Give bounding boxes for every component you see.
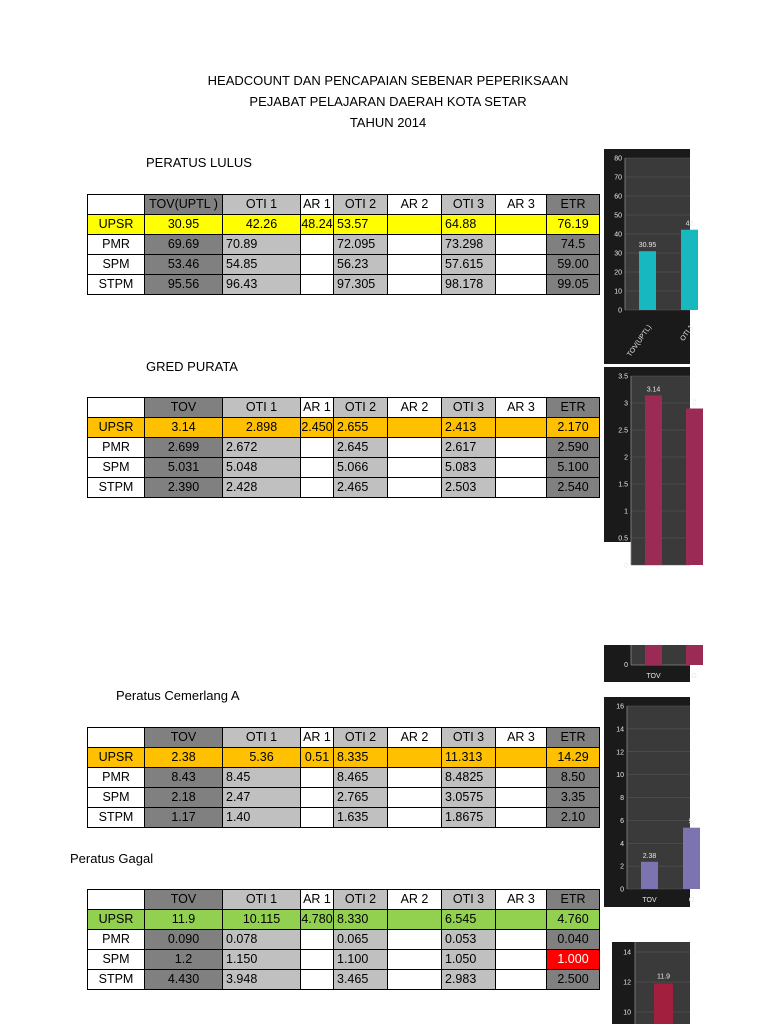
row-label: PMR	[88, 235, 145, 255]
table-cell: 2.428	[223, 478, 301, 498]
table-cell	[496, 788, 547, 808]
row-label: STPM	[88, 808, 145, 828]
table-cell: 2.983	[442, 970, 496, 990]
y-tick-label: 3	[624, 400, 628, 408]
table-cell: 2.590	[547, 438, 600, 458]
table-cell: 5.100	[547, 458, 600, 478]
report-subtitle: PEJABAT PELAJARAN DAERAH KOTA SETAR	[249, 94, 527, 109]
data-label: 2	[692, 399, 697, 407]
table-cell: 8.50	[547, 768, 600, 788]
table-row	[88, 950, 600, 970]
y-tick-label: 4	[620, 840, 624, 848]
y-tick-label: 60	[614, 193, 622, 201]
table-cell	[496, 808, 547, 828]
table-cell: 4.760	[547, 910, 600, 930]
bar	[686, 409, 703, 565]
table-cell: 3.465	[334, 970, 388, 990]
table-cell	[496, 458, 547, 478]
table-row	[88, 478, 600, 498]
column-header: AR 3	[496, 398, 547, 418]
data-label: 5.	[688, 818, 695, 826]
table-cell: 0.065	[334, 930, 388, 950]
table-cell	[388, 748, 442, 768]
table-cell: 1.635	[334, 808, 388, 828]
row-label: STPM	[88, 970, 145, 990]
table-cell: 3.14	[145, 418, 223, 438]
table-cell	[388, 478, 442, 498]
table-row	[88, 930, 600, 950]
table-cell	[388, 438, 442, 458]
table-cell: 2.617	[442, 438, 496, 458]
section-title-cemerlang: Peratus Cemerlang A	[116, 688, 240, 703]
table-cell	[301, 808, 334, 828]
table-cell	[496, 275, 547, 295]
column-header: OTI 2	[334, 195, 388, 215]
table-cell	[496, 748, 547, 768]
chart-cemerlang	[604, 697, 695, 907]
column-header: OTI 2	[334, 398, 388, 418]
table-cell	[496, 970, 547, 990]
table-cell: 0.053	[442, 930, 496, 950]
row-label: UPSR	[88, 748, 145, 768]
column-header: TOV	[145, 398, 223, 418]
y-tick-label: 80	[614, 155, 622, 163]
table-gred-purata	[87, 397, 600, 498]
row-label: UPSR	[88, 910, 145, 930]
column-header: AR 1	[301, 728, 334, 748]
chart-gred-purata-base	[604, 645, 697, 682]
table-cell: 11.9	[145, 910, 223, 930]
column-header: AR 2	[388, 195, 442, 215]
bar	[683, 828, 700, 889]
table-row	[88, 215, 600, 235]
y-tick-label: 10	[623, 1009, 631, 1017]
table-cell	[301, 970, 334, 990]
table-cell: 76.19	[547, 215, 600, 235]
chart-gred-purata-base-svg	[604, 645, 697, 682]
table-cemerlang	[87, 727, 600, 828]
data-label: 11.9	[656, 973, 671, 981]
column-header: ETR	[547, 890, 600, 910]
table-cell: 5.066	[334, 458, 388, 478]
table-cell: 8.330	[334, 910, 388, 930]
column-header: OTI 2	[334, 890, 388, 910]
row-label: PMR	[88, 930, 145, 950]
table-cell: 4.430	[145, 970, 223, 990]
y-tick-label: 8	[620, 795, 624, 802]
column-header: TOV	[145, 890, 223, 910]
table-row	[88, 788, 600, 808]
table-cell: 1.150	[223, 950, 301, 970]
table-cell: 0.090	[145, 930, 223, 950]
column-header: AR 3	[496, 890, 547, 910]
table-cell: 8.45	[223, 768, 301, 788]
table-cell	[388, 788, 442, 808]
table-cell: 2.390	[145, 478, 223, 498]
table-cell: 95.56	[145, 275, 223, 295]
report-title: HEADCOUNT DAN PENCAPAIAN SEBENAR PEPERIKSAAN	[207, 73, 569, 88]
table-cell: 1.050	[442, 950, 496, 970]
table-cell: 8.43	[145, 768, 223, 788]
y-tick-label: 0.5	[618, 535, 628, 543]
table-cell: 10.115	[223, 910, 301, 930]
row-label: STPM	[88, 275, 145, 295]
table-cell: 8.465	[334, 768, 388, 788]
x-tick-label: TOV	[642, 897, 657, 904]
table-row	[88, 808, 600, 828]
column-header: AR 1	[301, 195, 334, 215]
table-cell: 2.500	[547, 970, 600, 990]
table-cell	[496, 768, 547, 788]
table-cell	[496, 950, 547, 970]
table-cell	[301, 438, 334, 458]
table-cell: 1.8675	[442, 808, 496, 828]
table-header-row	[88, 398, 600, 418]
table-cell	[388, 930, 442, 950]
table-cell: 2.765	[334, 788, 388, 808]
table-row	[88, 438, 600, 458]
table-row	[88, 235, 600, 255]
y-tick-label: 10	[616, 772, 624, 780]
column-header: AR 1	[301, 890, 334, 910]
table-cell: 48.24	[301, 215, 334, 235]
y-tick-label: 70	[614, 174, 622, 182]
table-header-row	[88, 195, 600, 215]
table-row	[88, 255, 600, 275]
column-header: AR 3	[496, 728, 547, 748]
section-title-peratus-lulus: PERATUS LULUS	[146, 155, 252, 170]
column-header: TOV	[145, 728, 223, 748]
row-label: UPSR	[88, 215, 145, 235]
table-cell	[301, 255, 334, 275]
table-cell: 2.672	[223, 438, 301, 458]
table-cell: 5.031	[145, 458, 223, 478]
table-cell: 2.450	[301, 418, 334, 438]
table-cell	[496, 215, 547, 235]
table-cell: 3.0575	[442, 788, 496, 808]
bar	[654, 984, 673, 1024]
y-tick-label: 1	[624, 508, 628, 516]
table-row	[88, 418, 600, 438]
table-cell: 1.100	[334, 950, 388, 970]
table-cell: 2.10	[547, 808, 600, 828]
row-label: SPM	[88, 950, 145, 970]
x-tick-label: TOV(UPTL)	[626, 324, 654, 359]
table-cell	[301, 275, 334, 295]
table-cell: 96.43	[223, 275, 301, 295]
table-cell: 54.85	[223, 255, 301, 275]
table-cell: 73.298	[442, 235, 496, 255]
report-year: TAHUN 2014	[349, 115, 427, 130]
column-header	[88, 398, 145, 418]
table-cell	[301, 235, 334, 255]
table-cell	[388, 235, 442, 255]
table-cell	[388, 970, 442, 990]
table-cell: 74.5	[547, 235, 600, 255]
table-cell: 99.05	[547, 275, 600, 295]
column-header: OTI 3	[442, 728, 496, 748]
table-cell: 11.313	[442, 748, 496, 768]
table-cell: 1.40	[223, 808, 301, 828]
y-tick-label: 0	[624, 562, 628, 570]
table-cell: 64.88	[442, 215, 496, 235]
table-row	[88, 768, 600, 788]
table-row	[88, 970, 600, 990]
table-cell	[388, 910, 442, 930]
table-cell: 53.57	[334, 215, 388, 235]
table-cell: 2.170	[547, 418, 600, 438]
table-cell	[301, 458, 334, 478]
table-cell	[388, 418, 442, 438]
x-tick-label: OTI 1	[679, 324, 696, 343]
y-tick-label: 2	[624, 454, 628, 462]
table-cell: 3.948	[223, 970, 301, 990]
bar	[645, 645, 662, 665]
table-cell	[301, 788, 334, 808]
table-row	[88, 748, 600, 768]
column-header: AR 1	[301, 398, 334, 418]
table-cell: 0.040	[547, 930, 600, 950]
table-cell	[496, 438, 547, 458]
y-tick-label: 0	[624, 662, 628, 669]
table-cell: 72.095	[334, 235, 388, 255]
table-cell: 69.69	[145, 235, 223, 255]
y-tick-label: 16	[616, 703, 624, 711]
row-label: SPM	[88, 788, 145, 808]
section-title-gagal: Peratus Gagal	[70, 851, 154, 866]
bar	[639, 251, 656, 310]
table-cell: 1.000	[547, 950, 600, 970]
table-cell: 2.413	[442, 418, 496, 438]
table-cell: 30.95	[145, 215, 223, 235]
row-label: UPSR	[88, 418, 145, 438]
column-header: OTI 1	[223, 890, 301, 910]
table-cell: 8.4825	[442, 768, 496, 788]
column-header: AR 2	[388, 890, 442, 910]
table-cell: 0.078	[223, 930, 301, 950]
table-cell: 59.00	[547, 255, 600, 275]
table-cell: 2.655	[334, 418, 388, 438]
row-label: STPM	[88, 478, 145, 498]
table-cell	[388, 255, 442, 275]
table-cell	[496, 255, 547, 275]
table-cell: 2.18	[145, 788, 223, 808]
column-header: OTI 3	[442, 890, 496, 910]
column-header	[88, 195, 145, 215]
column-header: AR 2	[388, 728, 442, 748]
table-cell	[496, 910, 547, 930]
table-cell: 5.36	[223, 748, 301, 768]
table-cell: 2.898	[223, 418, 301, 438]
column-header: OTI 1	[223, 398, 301, 418]
table-cell: 2.503	[442, 478, 496, 498]
table-cell	[496, 418, 547, 438]
data-label: 42	[685, 220, 694, 228]
table-cell: 3.35	[547, 788, 600, 808]
table-cell	[496, 478, 547, 498]
table-cell: 2.38	[145, 748, 223, 768]
table-cell: 8.335	[334, 748, 388, 768]
table-header-row	[88, 890, 600, 910]
y-tick-label: 12	[616, 749, 624, 757]
column-header	[88, 890, 145, 910]
bar	[681, 230, 698, 310]
bar	[686, 645, 703, 665]
table-cell	[301, 478, 334, 498]
x-tick-label: TOV	[646, 673, 661, 680]
table-cell	[388, 768, 442, 788]
bar	[641, 862, 658, 889]
y-tick-label: 2.5	[618, 427, 628, 435]
table-cell: 5.083	[442, 458, 496, 478]
chart-gagal-svg	[612, 942, 690, 1024]
table-cell: 53.46	[145, 255, 223, 275]
column-header: OTI 3	[442, 195, 496, 215]
table-cell	[388, 808, 442, 828]
y-tick-label: 6	[620, 817, 624, 825]
table-cell: 2.699	[145, 438, 223, 458]
data-label: 3.14	[646, 386, 661, 394]
table-cell	[301, 930, 334, 950]
table-row	[88, 458, 600, 478]
row-label: PMR	[88, 438, 145, 458]
data-label: 30.95	[638, 242, 657, 250]
table-cell: 2.645	[334, 438, 388, 458]
y-tick-label: 0	[620, 886, 624, 894]
y-tick-label: 12	[623, 979, 631, 987]
column-header: OTI 1	[223, 728, 301, 748]
table-cell: 56.23	[334, 255, 388, 275]
table-cell	[496, 930, 547, 950]
column-header: AR 2	[388, 398, 442, 418]
table-cell: 4.780	[301, 910, 334, 930]
y-tick-label: 20	[614, 269, 622, 277]
column-header: AR 3	[496, 195, 547, 215]
column-header	[88, 728, 145, 748]
x-tick-label: O	[691, 673, 697, 680]
chart-cemerlang-svg	[604, 697, 695, 907]
chart-peratus-lulus-svg	[604, 149, 696, 364]
table-cell	[301, 768, 334, 788]
table-cell: 98.178	[442, 275, 496, 295]
data-label: 2.38	[642, 852, 657, 860]
y-tick-label: 3.5	[618, 373, 628, 381]
y-tick-label: 1.5	[618, 481, 628, 489]
table-peratus-lulus	[87, 194, 600, 295]
table-gagal	[87, 889, 600, 990]
y-tick-label: 2	[620, 863, 624, 871]
table-cell: 57.615	[442, 255, 496, 275]
chart-gred-purata	[604, 367, 697, 570]
table-cell	[388, 215, 442, 235]
table-row	[88, 275, 600, 295]
table-cell: 5.048	[223, 458, 301, 478]
column-header: OTI 1	[223, 195, 301, 215]
chart-gagal	[612, 942, 690, 1024]
table-cell: 6.545	[442, 910, 496, 930]
row-label: SPM	[88, 458, 145, 478]
row-label: SPM	[88, 255, 145, 275]
table-cell	[388, 275, 442, 295]
table-cell: 2.47	[223, 788, 301, 808]
table-cell: 70.89	[223, 235, 301, 255]
column-header: ETR	[547, 728, 600, 748]
table-cell	[496, 235, 547, 255]
table-cell: 2.465	[334, 478, 388, 498]
table-cell	[301, 950, 334, 970]
row-label: PMR	[88, 768, 145, 788]
table-cell	[388, 950, 442, 970]
table-cell	[388, 458, 442, 478]
column-header: ETR	[547, 195, 600, 215]
section-title-gred-purata: GRED PURATA	[146, 359, 238, 374]
table-cell: 97.305	[334, 275, 388, 295]
table-cell: 42.26	[223, 215, 301, 235]
bar	[645, 395, 662, 565]
y-tick-label: 14	[616, 726, 624, 734]
table-cell: 2.540	[547, 478, 600, 498]
chart-peratus-lulus	[604, 149, 696, 364]
column-header: OTI 2	[334, 728, 388, 748]
x-tick-label: O	[688, 897, 695, 904]
y-tick-label: 40	[614, 231, 622, 239]
y-tick-label: 30	[614, 250, 622, 258]
column-header: TOV(UPTL )	[145, 195, 223, 215]
column-header: OTI 3	[442, 398, 496, 418]
table-cell: 1.2	[145, 950, 223, 970]
table-cell: 14.29	[547, 748, 600, 768]
table-cell: 0.51	[301, 748, 334, 768]
table-cell: 1.17	[145, 808, 223, 828]
y-tick-label: 50	[614, 212, 622, 220]
y-tick-label: 0	[618, 307, 622, 315]
table-row	[88, 910, 600, 930]
y-tick-label: 14	[623, 949, 631, 957]
chart-gred-purata-svg	[604, 367, 697, 570]
y-tick-label: 10	[614, 288, 622, 296]
table-header-row	[88, 728, 600, 748]
column-header: ETR	[547, 398, 600, 418]
